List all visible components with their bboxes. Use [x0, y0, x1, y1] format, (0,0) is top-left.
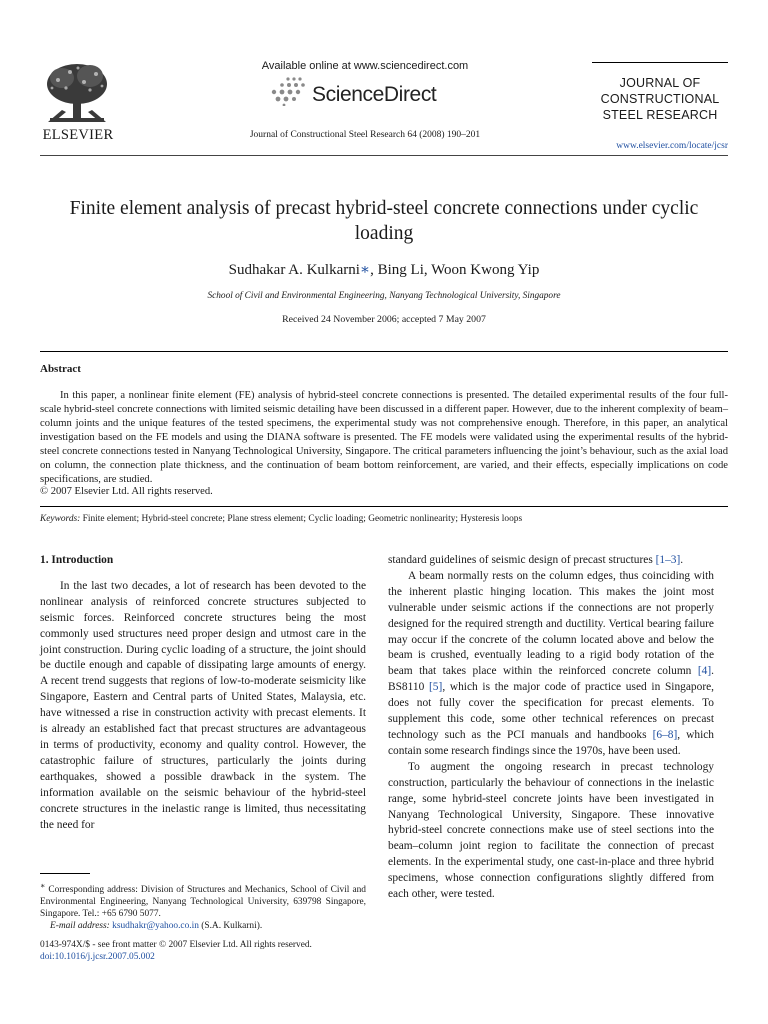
journal-title-line: JOURNAL OF — [619, 76, 701, 90]
intro-paragraph-1: In the last two decades, a lot of research has been devoted to the nonlinear analysis of reinforced concrete structures subjected to seismic forces. Reinforced concrete structures being the most commonly used structures need proper design and utmost care in the joint construction. During cyclic loading of a structure, the joint should be ductile enough and capable of dissipating large amounts of energy. A recent trend suggests that regions of low-to-moderate seismicity like Singapore, Eastern and Central parts of United States, Malaysia, etc. have witnessed a rise in construction activity with precast elements. It is already an established fact that precast structures are advantageous in terms of productivity, economy and quality control. However, the catastrophic failure of structures, particularly the joints during earthquakes, showed a possible drawback in the system. The information available on the seismic behaviour of the hybrid-steel concrete structures in the inelastic range is limited, thus necessitating the need for — [40, 579, 366, 831]
corresponding-author-mark[interactable]: ∗ — [359, 262, 371, 278]
author-primary: Sudhakar A. Kulkarni — [228, 262, 360, 278]
intro-continuation — [388, 553, 714, 569]
continuation-end: . — [680, 554, 684, 566]
abstract-text: In this paper, a nonlinear finite element (FE) analysis of hybrid-steel concrete connections is presented. The detailed experimental results of the four full-scale hybrid-steel concrete connections with limited seismic detailing have been discussed in a different paper. However, due to the inherent complexity of beam–column joints and the unique features of the tested specimens, the experimental study was not comprehensive enough. Therefore, in this paper, an analytical investigation based on the FE models and using the DIANA software is presented. The FE models were validated using the experimental results of the hybrid-steel concrete connections tested in Nanyang Technological University, Singapore. The critical parameters influencing the joint’s behaviour, such as the axial load on column, the connection plate thickness, and the continuation of beam bottom reinforcement, are varied, and their effects, especially implications on code specifications, are studied. — [40, 390, 728, 485]
front-matter-line: 0143-974X/$ - see front matter © 2007 Elsevier Ltd. All rights reserved. — [40, 940, 312, 950]
continuation-text: standard guidelines of seismic design of precast structures — [388, 554, 656, 566]
para2-text-b: . BS8110 — [388, 665, 714, 694]
journal-title-line: CONSTRUCTIONAL — [600, 92, 720, 106]
abstract-bottom-rule — [40, 506, 728, 507]
journal-url-link[interactable]: www.elsevier.com/locate/jcsr — [616, 141, 728, 151]
intro-paragraph-3: To augment the ongoing research in precast technology construction, particularly the behaviour of connections in the inelastic range, some hybrid-steel concrete joints have been investigated in Nanyang Technological University, Singapore. These innovative hybrid-steel concrete connections make use of steel sections into the beam–column joint region to facilitate the connection of precast elements. In the experimental study, one cast-in-place and three hybrid specimens, whose connection configurations slightly differed from each other, were tested. — [388, 760, 714, 901]
affiliation: School of Civil and Environmental Engineering, Nanyang Technological University, Singapore — [207, 291, 561, 301]
para2-text-a: A beam normally rests on the column edges, thus coinciding with the inherent plastic hinging location. This makes the joint most vulnerable under seismic actions if the connections are not properly designed for the required strength and ductility. Vertical bearing failure may occur if the concrete of the column located above and below the beam is crushed, eventually leading to a rigid body rotation of the beam that takes place within the reinforced concrete column — [388, 569, 714, 678]
publisher-name: ELSEVIER — [42, 127, 114, 143]
received-dates: Received 24 November 2006; accepted 7 May 2007 — [282, 314, 486, 325]
keywords-label: Keywords: — [40, 514, 81, 524]
right-column — [388, 553, 714, 903]
journal-title-rule — [592, 62, 728, 63]
doi-link[interactable]: doi:10.1016/j.jcsr.2007.05.002 — [40, 952, 155, 962]
abstract-heading: Abstract — [40, 363, 81, 375]
para2-text-d: , which contain some research findings since the 1970s, have been used. — [388, 728, 714, 757]
abstract-top-rule — [40, 351, 728, 352]
elsevier-tree-logo — [40, 60, 114, 128]
citation-link-5[interactable]: [5] — [429, 681, 443, 694]
footnote-rule — [40, 873, 90, 874]
email-suffix: (S.A. Kulkarni). — [198, 921, 263, 932]
footnote — [40, 880, 366, 932]
citation-link-4[interactable]: [4] — [697, 665, 712, 678]
citation-link-6-8[interactable]: [6–8] — [652, 728, 678, 741]
citation-link-1-3[interactable]: [1–3] — [655, 554, 681, 566]
intro-paragraph-2 — [388, 569, 714, 760]
email-label: E-mail address: — [50, 921, 110, 932]
abstract-copyright: © 2007 Elsevier Ltd. All rights reserved. — [40, 486, 213, 497]
author-others: , Bing Li, Woon Kwong Yip — [370, 262, 540, 278]
header-divider — [40, 155, 728, 156]
journal-title — [584, 75, 736, 123]
left-column — [40, 553, 366, 833]
footnote-text: Corresponding address: Division of Structures and Mechanics, School of Civil and Environmental Engineering, Nanyang Technological University, 639798 Singapore, Singapore. Tel.: +65 6790 5077. — [40, 885, 366, 920]
keywords — [40, 514, 728, 524]
sciencedirect-wordmark: ScienceDirect — [312, 83, 437, 106]
footnote-mark: ∗ — [40, 881, 46, 890]
sciencedirect-dots-icon — [268, 76, 310, 106]
author-email-link[interactable]: ksudhakr@yahoo.co.in — [112, 921, 199, 932]
section-heading: 1. Introduction — [40, 554, 114, 566]
article-title: Finite element analysis of precast hybrid-steel concrete connections under cyclic loading — [69, 198, 699, 244]
abstract-body — [40, 389, 728, 487]
author-list — [40, 260, 728, 279]
keywords-text: Finite element; Hybrid-steel concrete; Plane stress element; Cyclic loading; Geometric nonlinearity; Hysteresis loops — [82, 514, 523, 524]
para2-text-c: , which is the major code of practice used in Singapore, does not fully cover the specification for precast elements. To supplement this code, some other technical references on precast technology such as the PCI manuals and handbooks — [388, 681, 715, 741]
available-online-text: Available online at www.sciencedirect.com — [261, 60, 469, 72]
journal-reference: Journal of Constructional Steel Research 64 (2008) 190–201 — [249, 130, 481, 140]
journal-title-line: STEEL RESEARCH — [602, 108, 718, 122]
